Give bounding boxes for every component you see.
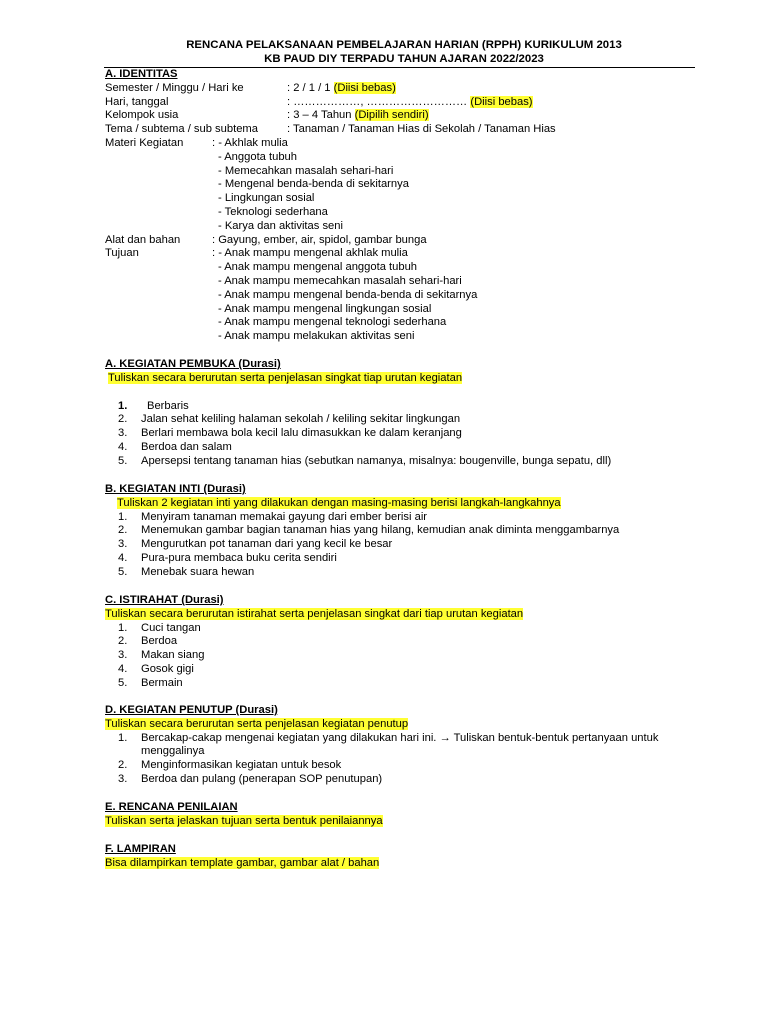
section-note: Tuliskan serta jelaskan tujuan serta bentuk penilaiannya [105, 814, 383, 827]
identitas-row: Kelompok usia : 3 – 4 Tahun (Dipilih sendiri) [105, 109, 429, 122]
tujuan-item: - Anak mampu mengenal lingkungan sosial [218, 302, 432, 315]
list-item: 1. Cuci tangan [118, 621, 201, 634]
fill-note: (Dipilih sendiri) [354, 109, 429, 122]
section-note: Tuliskan secara berurutan istirahat serta penjelasan singkat dari tiap urutan kegiatan [105, 607, 524, 620]
materi-item: - Anggota tubuh [218, 150, 298, 163]
tujuan-item: - Anak mampu melakukan aktivitas seni [218, 330, 415, 343]
section-heading: A. KEGIATAN PEMBUKA (Durasi) [105, 358, 281, 370]
materi-item: - Karya dan aktivitas seni [218, 219, 343, 232]
istirahat-list [105, 622, 705, 691]
identitas-heading: A. IDENTITAS [105, 68, 178, 80]
inti-section [105, 483, 705, 580]
tujuan-item: - Anak mampu mengenal anggota tubuh [218, 261, 418, 274]
lampiran-section [105, 843, 705, 871]
section-heading: F. LAMPIRAN [105, 843, 176, 855]
section-note: Tuliskan secara berurutan serta penjelasan singkat tiap urutan kegiatan [108, 371, 463, 384]
tujuan-row: Tujuan : - Anak mampu mengenal akhlak mulia [105, 247, 408, 260]
tujuan-item: - Anak mampu memecahkan masalah sehari-hari [218, 274, 462, 287]
identitas-row: Tema / subtema / sub subtema : Tanaman / Tanaman Hias di Sekolah / Tanaman Hias [105, 123, 556, 136]
document-title: RENCANA PELAKSANAAN PEMBELAJARAN HARIAN (RPPH) KURIKULUM 2013 [186, 39, 622, 51]
penutup-list [105, 732, 665, 787]
section-note: Tuliskan secara berurutan serta penjelasan kegiatan penutup [105, 717, 409, 730]
penilaian-section [105, 801, 705, 829]
list-item: 3. Berdoa dan pulang (penerapan SOP penutupan) [118, 772, 383, 785]
list-item: 2. Menemukan gambar bagian tanaman hias yang hilang, kemudian anak diminta menggambarnya [118, 524, 620, 537]
list-item: 1. Bercakap-cakap mengenai kegiatan yang dilakukan hari ini. → Tuliskan bentuk-bentuk pertanyaan untuk menggalinya [118, 731, 659, 758]
list-item: 1. Menyiram tanaman memakai gayung dari ember berisi air [118, 510, 428, 523]
list-item: 5. Menebak suara hewan [118, 565, 255, 578]
section-heading: E. RENCANA PENILAIAN [105, 801, 238, 813]
materi-item: - Teknologi sederhana [218, 205, 328, 218]
materi-row: Materi Kegiatan : - Akhlak mulia [105, 136, 288, 149]
istirahat-section [105, 594, 705, 691]
alat-row: Alat dan bahan : Gayung, ember, air, spidol, gambar bunga [105, 233, 427, 246]
section-heading: C. ISTIRAHAT (Durasi) [105, 594, 224, 606]
materi-item: - Mengenal benda-benda di sekitarnya [218, 178, 409, 191]
list-item: 4. Berdoa dan salam [118, 440, 232, 453]
identitas-row: Hari, tanggal : ………………, ……………………… (Diisi bebas) [105, 95, 533, 108]
list-item: 3. Berlari membawa bola kecil lalu dimasukkan ke dalam keranjang [118, 427, 462, 440]
inti-list [105, 511, 705, 580]
materi-item: - Lingkungan sosial [218, 192, 315, 205]
pembuka-list [105, 400, 705, 469]
tujuan-item: - Anak mampu mengenal teknologi sederhana [218, 316, 447, 329]
list-item: 4. Pura-pura membaca buku cerita sendiri [118, 551, 337, 564]
list-item: 5. Apersepsi tentang tanaman hias (sebutkan namanya, misalnya: bougenville, bunga sepatu, dll) [118, 454, 612, 467]
section-heading: B. KEGIATAN INTI (Durasi) [105, 483, 246, 495]
list-item: 4. Gosok gigi [118, 662, 194, 675]
identitas-row: Semester / Minggu / Hari ke : 2 / 1 / 1 (Diisi bebas) [105, 81, 396, 94]
list-item: 1. Berbaris [118, 399, 189, 412]
list-item: 2. Jalan sehat keliling halaman sekolah / keliling sekitar lingkungan [118, 413, 461, 426]
list-item: 3. Mengurutkan pot tanaman dari yang kecil ke besar [118, 538, 393, 551]
section-note: Tuliskan 2 kegiatan inti yang dilakukan dengan masing-masing berisi langkah-langkahnya [117, 496, 561, 509]
list-item: 2. Berdoa [118, 635, 178, 648]
tujuan-item: - Anak mampu mengenal benda-benda di sekitarnya [218, 288, 478, 301]
penutup-section [105, 704, 705, 787]
list-item: 3. Makan siang [118, 649, 205, 662]
document-subtitle: KB PAUD DIY TERPADU TAHUN AJARAN 2022/2023 [264, 53, 544, 65]
fill-note: (Diisi bebas) [470, 95, 533, 108]
materi-item: - Memecahkan masalah sehari-hari [218, 164, 394, 177]
section-note: Bisa dilampirkan template gambar, gambar alat / bahan [105, 856, 380, 869]
section-heading: D. KEGIATAN PENUTUP (Durasi) [105, 704, 278, 716]
pembuka-section [105, 358, 705, 469]
list-item: 5. Bermain [118, 676, 183, 689]
list-item: 2. Menginformasikan kegiatan untuk besok [118, 759, 342, 772]
fill-note: (Diisi bebas) [333, 81, 396, 94]
identitas-section [105, 68, 705, 344]
